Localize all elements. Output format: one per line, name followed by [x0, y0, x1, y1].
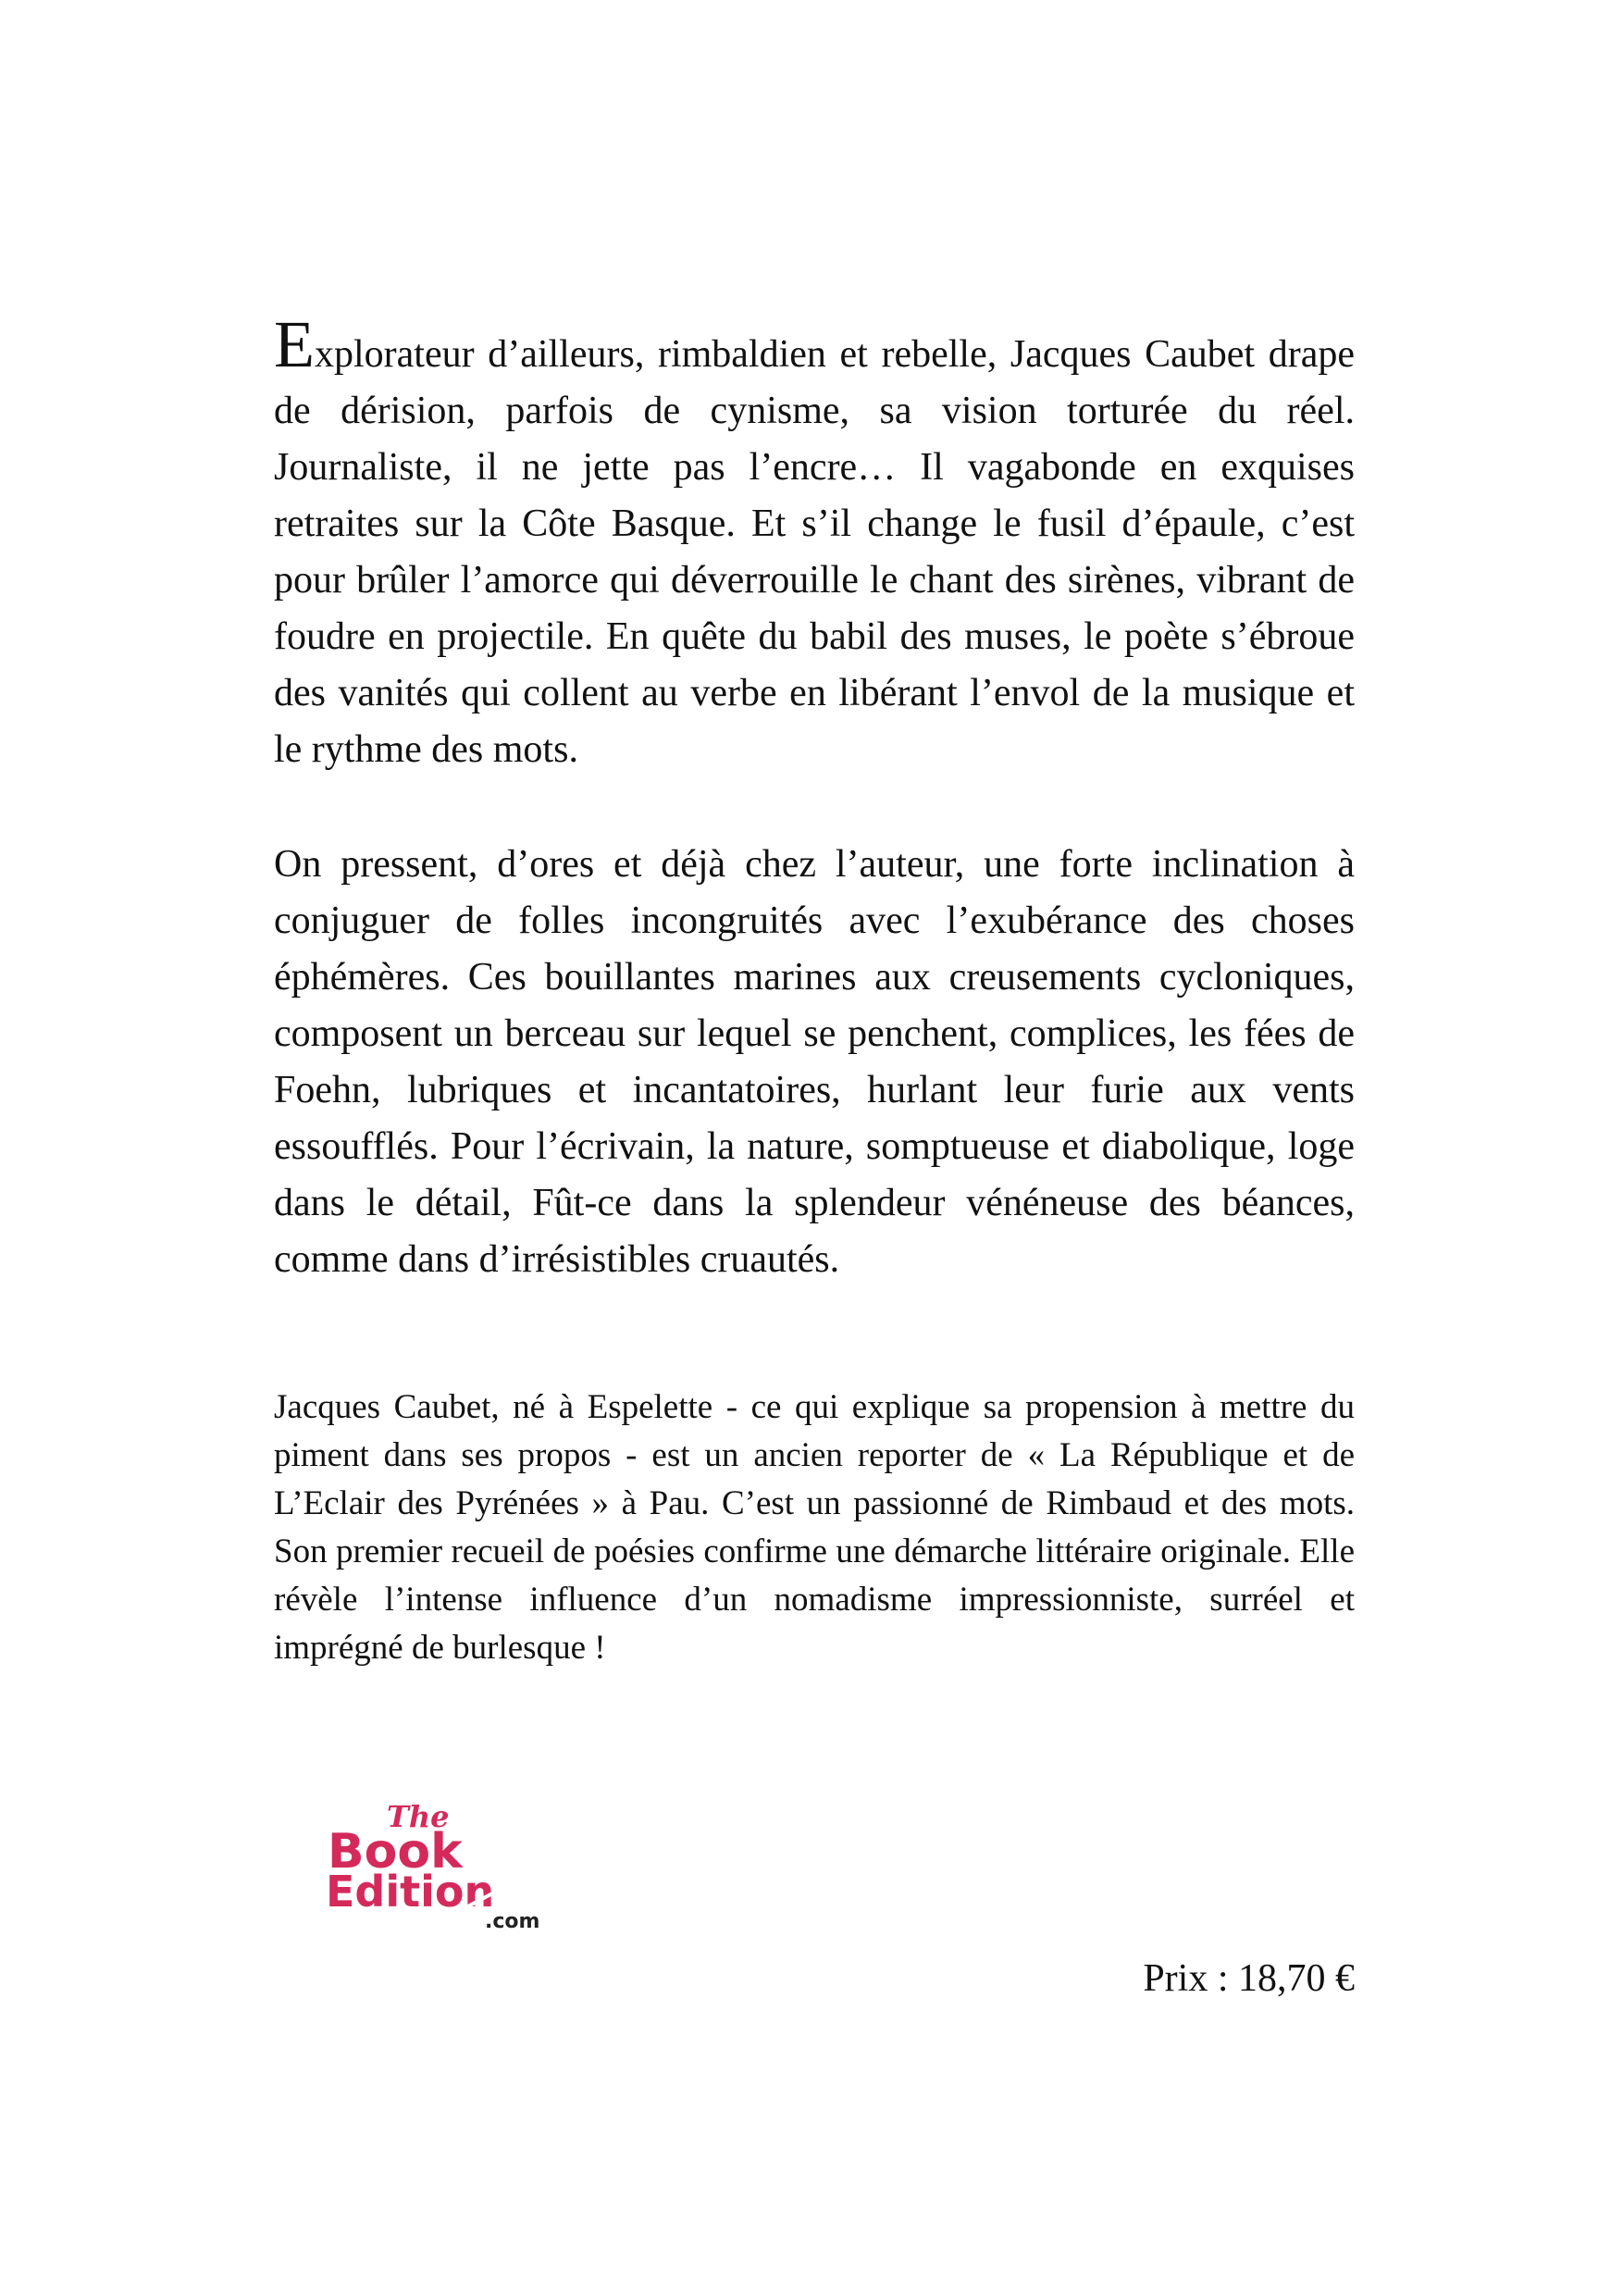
logo-book-text: Book	[328, 1824, 463, 1880]
style-description-paragraph: On pressent, d’ores et déjà chez l’auteur, une forte inclination à conjuguer de folles incongruités avec l’exubérance des choses éphémères. Ces bouillantes marines aux creusements cycloniques, composent un berceau sur lequel se penchent, complices, les fées de Foehn, lubriques et incantatoires, hurlant leur furie aux vents essoufflés. Pour l’écrivain, la nature, somptueuse et diabolique, loge dans le détail, Fût-ce dans la splendeur vénéneuse des béances, comme dans d’irrésistibles cruautés.	[274, 843, 1355, 1281]
thebookedition-logo	[326, 1792, 566, 1930]
author-intro-paragraph	[274, 307, 1355, 778]
author-bio-paragraph: Jacques Caubet, né à Espelette - ce qui explique sa propension à mettre du piment dans ses propos - est un ancien reporter de « La République et de L’Eclair des Pyrénées » à Pau. C’est un passionné de Rimbaud et des mots. Son premier recueil de poésies confirme une démarche littéraire originale. Elle révèle l’intense influence d’un nomadisme impressionniste, surréel et imprégné de burlesque !	[274, 1388, 1355, 1667]
price-text: Prix : 18,70 €	[1143, 1957, 1355, 2000]
price-label	[1110, 1953, 1355, 2004]
logo-edition-text: Edition	[326, 1867, 495, 1917]
logo-dotcom-text: .com	[485, 1910, 540, 1930]
intro-text: xplorateur d’ailleurs, rimbaldien et rebelle, Jacques Caubet drape de dérision, parfois de cynisme, sa vision torturée du réel. Journaliste, il ne jette pas l’encre… Il vagabonde en exquises retraites sur la Côte Basque. Et s’il change le fusil d’épaule, c’est pour brûler l’amorce qui déverrouille le chant des sirènes, vibrant de foudre en projectile. En quête du babil des muses, le poète s’ébroue des vanités qui collent au verbe en libérant l’envol de la musique et le rythme des mots.	[274, 333, 1355, 771]
drop-initial: E	[274, 307, 315, 381]
logo-the-text: The	[387, 1799, 450, 1834]
